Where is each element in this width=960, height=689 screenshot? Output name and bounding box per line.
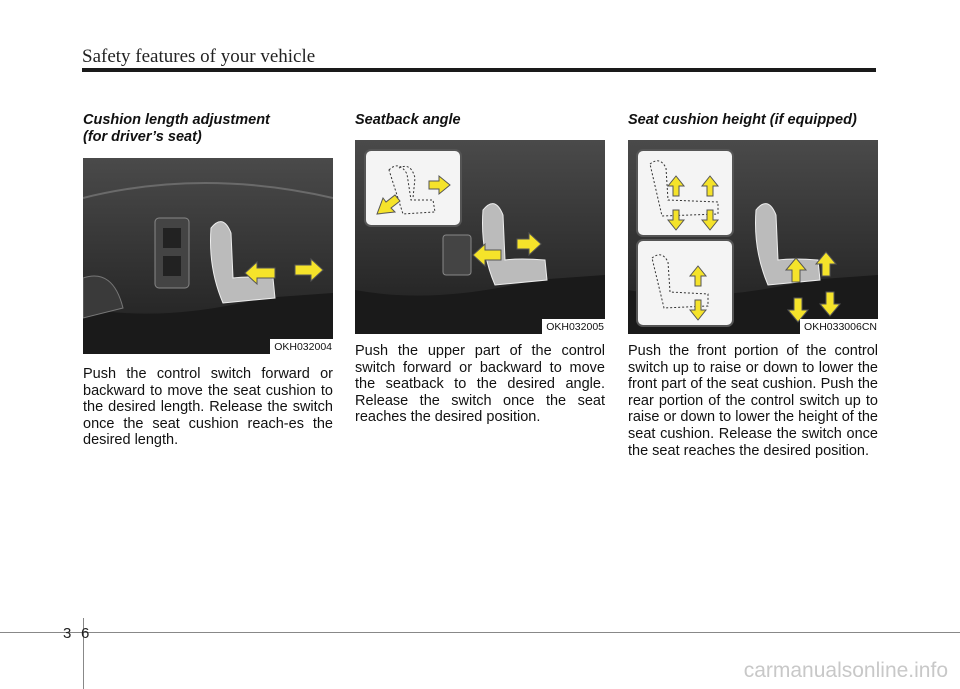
- section-body: Push the front portion of the control switch up to raise or down to lower the front part of the seat cushion. Push the rear portion of the control switch up to raise or down to lower the height of the seat cushion. Release the switch once the seat reaches the desired position.: [628, 343, 878, 459]
- page-number-value: 6: [81, 625, 90, 642]
- chapter-number: 3: [63, 625, 72, 642]
- section-title: [83, 112, 333, 146]
- section-body: Push the control switch forward or backward to move the seat cushion to the desired length. Release the switch once the seat cushion reach-es the desired length.: [83, 366, 333, 449]
- watermark: carmanualsonline.info: [743, 659, 948, 682]
- section-title-line1: Cushion length adjustment: [83, 112, 270, 128]
- section-seatback-angle: [355, 112, 605, 426]
- section-cushion-height: [628, 112, 878, 459]
- figure-code: OKH032004: [270, 339, 333, 354]
- figure-cushion-height: [628, 140, 878, 334]
- page-number: [63, 625, 99, 642]
- section-title-line2: (for driver’s seat): [83, 129, 202, 145]
- figure-code: OKH033006CN: [800, 319, 878, 334]
- seat-switch-illustration: [83, 158, 333, 354]
- header-rule: [82, 68, 876, 72]
- figure-cushion-length: [83, 158, 333, 354]
- figure-code: OKH032005: [542, 319, 605, 334]
- page-header-title: Safety features of your vehicle: [82, 46, 316, 67]
- section-cushion-length: [83, 112, 333, 449]
- seat-switch-illustration: [628, 140, 878, 334]
- section-title: Seatback angle: [355, 112, 461, 128]
- section-title: Seat cushion height (if equipped): [628, 112, 857, 128]
- seat-switch-illustration: [355, 140, 605, 334]
- section-body: Push the upper part of the control switch forward or backward to move the seatback to the desired angle. Release the switch once the seat reaches the desired position.: [355, 343, 605, 426]
- figure-seatback-angle: [355, 140, 605, 334]
- footer-rule: [0, 632, 960, 633]
